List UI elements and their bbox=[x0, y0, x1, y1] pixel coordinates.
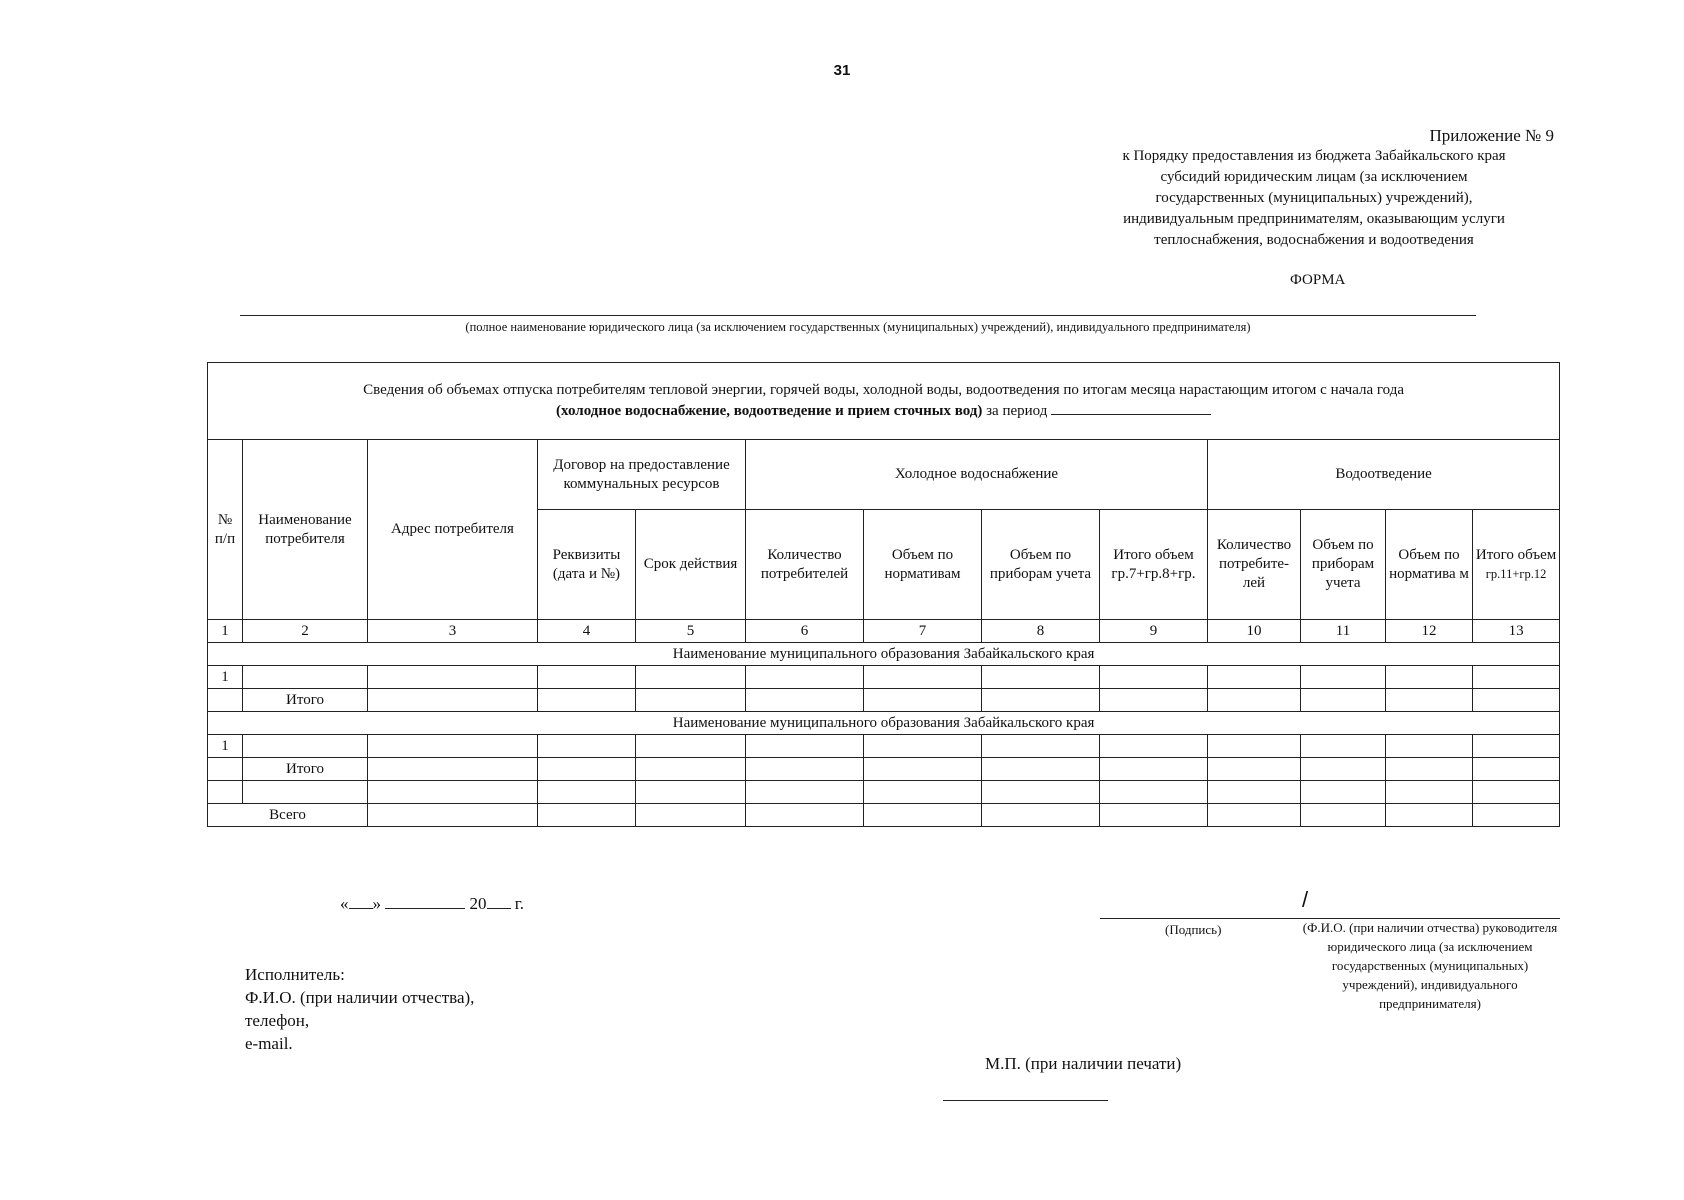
year-prefix: 20 bbox=[469, 894, 487, 913]
header-cold-water: Холодное водоснабжение bbox=[746, 440, 1208, 510]
appendix-line: к Порядку предоставления из бюджета Забайкальского края bbox=[1122, 148, 1506, 164]
header-name: Наименование потребителя bbox=[243, 440, 368, 620]
col-number: 12 bbox=[1386, 620, 1473, 643]
col-number: 2 bbox=[243, 620, 368, 643]
header-term: Срок действия bbox=[636, 510, 746, 620]
period-field[interactable] bbox=[1051, 400, 1211, 415]
col-number: 7 bbox=[864, 620, 982, 643]
form-label: ФОРМА bbox=[1290, 272, 1346, 288]
appendix-line: государственных (муниципальных) учреждений), bbox=[1155, 190, 1473, 206]
appendix-line: теплоснабжения, водоснабжения и водоотведения bbox=[1154, 232, 1474, 248]
header-cold-count: Количество потребителей bbox=[746, 510, 864, 620]
header-drain-meter: Объем по приборам учета bbox=[1301, 510, 1386, 620]
header-address: Адрес потребителя bbox=[368, 440, 538, 620]
column-number-row bbox=[208, 620, 1560, 643]
header-drainage: Водоотведение bbox=[1208, 440, 1560, 510]
col-number: 5 bbox=[636, 620, 746, 643]
executor-line: e-mail. bbox=[245, 1034, 293, 1053]
col-number: 1 bbox=[208, 620, 243, 643]
executor-block bbox=[245, 963, 474, 1055]
header-drain-total-formula: гр.11+гр.12 bbox=[1485, 566, 1547, 581]
header-drain-norm: Объем по норматива м bbox=[1386, 510, 1473, 620]
municipality-row: Наименование муниципального образования Забайкальского края bbox=[208, 643, 1560, 666]
appendix-line: субсидий юридическим лицам (за исключением bbox=[1160, 169, 1468, 185]
total-label: Всего bbox=[208, 804, 368, 827]
table-title-period: за период bbox=[982, 403, 1052, 419]
executor-line: Исполнитель: bbox=[245, 965, 345, 984]
month-field[interactable] bbox=[385, 893, 465, 909]
fullname-fill-line[interactable] bbox=[240, 315, 1476, 316]
table-row bbox=[208, 666, 1560, 689]
date-close-quote: » bbox=[372, 894, 381, 913]
header-num: № п/п bbox=[208, 440, 243, 620]
header-drain-count: Количество потребите-лей bbox=[1208, 510, 1301, 620]
signature-separator: / bbox=[1302, 887, 1309, 912]
row-number: 1 bbox=[208, 735, 243, 758]
subtotal-row bbox=[208, 689, 1560, 712]
table-title bbox=[208, 363, 1560, 440]
col-number: 3 bbox=[368, 620, 538, 643]
header-drain-total bbox=[1473, 510, 1560, 620]
appendix-block bbox=[1074, 125, 1554, 251]
appendix-line: индивидуальным предпринимателям, оказывающим услуги bbox=[1123, 211, 1505, 227]
header-drain-total-label: Итого объем bbox=[1475, 546, 1557, 563]
subtotal-row bbox=[208, 758, 1560, 781]
day-field[interactable] bbox=[349, 893, 373, 909]
page-number: 31 bbox=[833, 62, 851, 79]
header-contract: Договор на предоставление коммунальных ресурсов bbox=[538, 440, 746, 510]
header-requisites: Реквизиты (дата и №) bbox=[538, 510, 636, 620]
header-cold-norm: Объем по нормативам bbox=[864, 510, 982, 620]
subtotal-label: Итого bbox=[243, 758, 368, 781]
table-title-line: Сведения об объемах отпуска потребителям тепловой энергии, горячей воды, холодной воды, водоотведения по итогам месяца нарастающим итогом с начала года bbox=[363, 382, 1405, 398]
header-cold-total: Итого объем гр.7+гр.8+гр. bbox=[1100, 510, 1208, 620]
executor-line: телефон, bbox=[245, 1011, 310, 1030]
fio-caption: (Ф.И.О. (при наличии отчества) руководителя юридического лица (за исключением государственных (муниципальных) учреждений), индивидуального предпринимателя) bbox=[1302, 920, 1558, 1011]
executor-line: Ф.И.О. (при наличии отчества), bbox=[245, 988, 475, 1007]
municipality-row: Наименование муниципального образования Забайкальского края bbox=[208, 712, 1560, 735]
table-title-bold: (холодное водоснабжение, водоотведение и прием сточных вод) bbox=[556, 403, 983, 419]
col-number: 8 bbox=[982, 620, 1100, 643]
total-row bbox=[208, 804, 1560, 827]
header-cold-meter: Объем по приборам учета bbox=[982, 510, 1100, 620]
row-number: 1 bbox=[208, 666, 243, 689]
date-field bbox=[340, 893, 524, 914]
appendix-title: Приложение № 9 bbox=[1429, 126, 1554, 145]
date-open-quote: « bbox=[340, 894, 349, 913]
year-field[interactable] bbox=[487, 893, 511, 909]
stamp-line[interactable] bbox=[943, 1100, 1108, 1101]
signature-caption: (Подпись) bbox=[1165, 922, 1222, 937]
year-suffix: г. bbox=[514, 894, 525, 913]
table-row bbox=[208, 781, 1560, 804]
table-row bbox=[208, 735, 1560, 758]
stamp-label: М.П. (при наличии печати) bbox=[985, 1054, 1182, 1073]
subtotal-label: Итого bbox=[243, 689, 368, 712]
col-number: 6 bbox=[746, 620, 864, 643]
fullname-caption: (полное наименование юридического лица (за исключением государственных (муниципальных) учреждений), индивидуального предпринимателя) bbox=[465, 320, 1251, 334]
col-number: 11 bbox=[1301, 620, 1386, 643]
col-number: 4 bbox=[538, 620, 636, 643]
col-number: 10 bbox=[1208, 620, 1301, 643]
report-table bbox=[207, 362, 1560, 827]
col-number: 13 bbox=[1473, 620, 1560, 643]
col-number: 9 bbox=[1100, 620, 1208, 643]
